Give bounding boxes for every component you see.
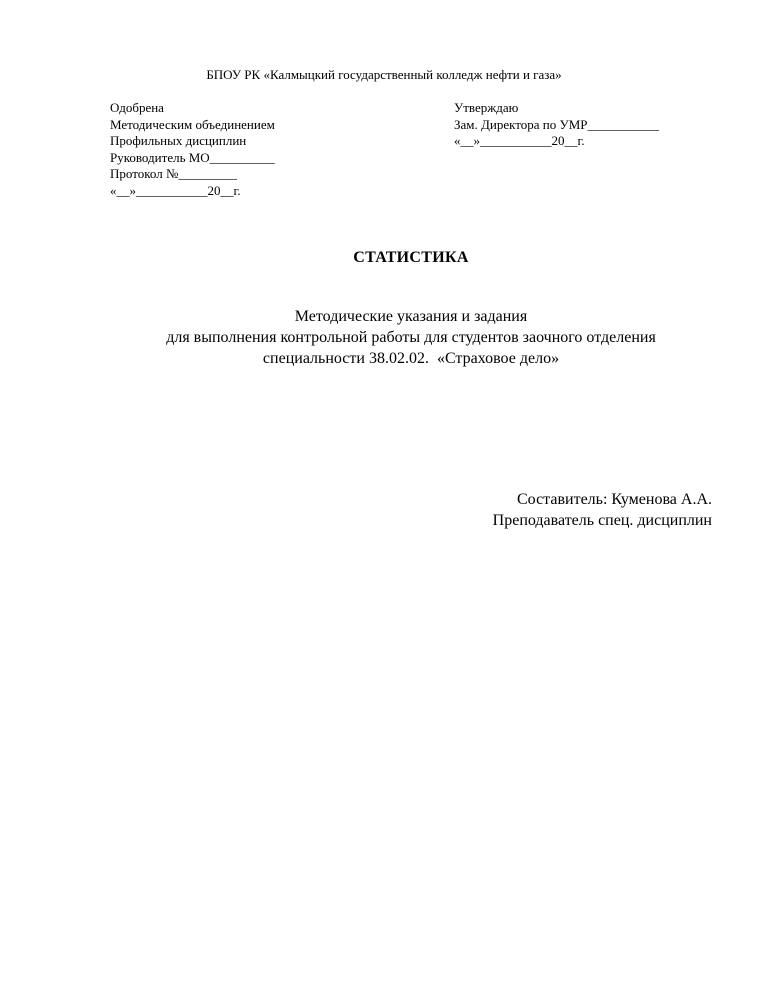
institution-name: БПОУ РК «Калмыцкий государственный колледж нефти и газа» [206, 67, 562, 82]
confirm-line: Утверждаю [454, 100, 519, 115]
approved-line: Профильных дисциплин [110, 133, 247, 149]
compiler-name: Составитель: Куменова А.А. [517, 491, 712, 508]
confirm-line: «__»___________20__г. [454, 133, 585, 149]
approved-line: «__»___________20__г. [110, 182, 241, 198]
confirm-line: Зам. Директора по УМР___________ [454, 116, 659, 132]
approved-line: Методическим объединением [110, 116, 275, 132]
subtitle-line: Методические указания и задания [294, 308, 528, 325]
compiler-position: Преподаватель спец. дисциплин [492, 512, 712, 529]
confirm-block [454, 100, 659, 150]
author-block [493, 489, 712, 531]
approved-block [110, 100, 275, 200]
approved-line: Руководитель МО__________ [110, 149, 275, 165]
subtitle-line: специальности 38.02.02. «Страховое дело» [262, 350, 560, 367]
subtitle-line: для выполнения контрольной работы для студентов заочного отделения [166, 329, 656, 346]
document-subtitle [0, 306, 768, 369]
document-title: СТАТИСТИКА [353, 249, 469, 266]
approved-line: Одобрена [110, 100, 164, 115]
approved-line: Протокол №_________ [110, 166, 237, 182]
